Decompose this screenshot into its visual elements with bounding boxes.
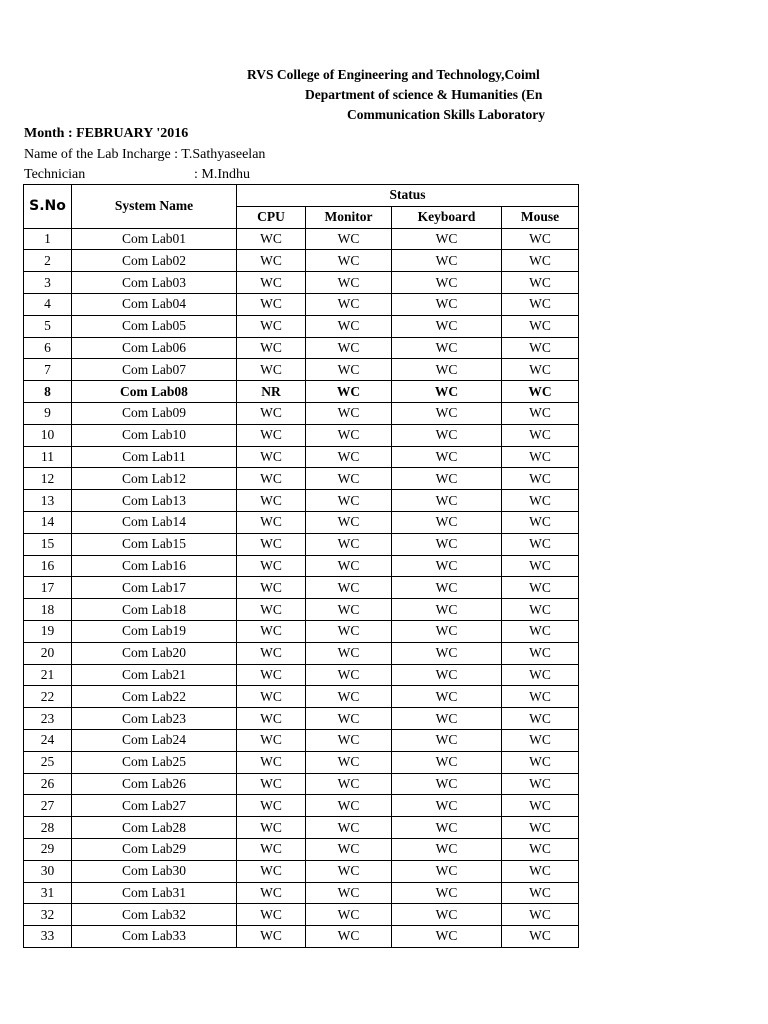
status-table	[23, 184, 579, 948]
cell-keyboard: WC	[392, 446, 502, 468]
cell-monitor: WC	[306, 860, 392, 882]
cell-mouse: WC	[502, 773, 579, 795]
cell-keyboard: WC	[392, 620, 502, 642]
cell-mouse: WC	[502, 293, 579, 315]
table-row	[24, 555, 579, 577]
cell-system-name: Com Lab33	[72, 926, 237, 948]
header-system-name: System Name	[72, 185, 237, 229]
cell-system-name: Com Lab06	[72, 337, 237, 359]
cell-system-name: Com Lab03	[72, 272, 237, 294]
cell-keyboard: WC	[392, 315, 502, 337]
cell-cpu: WC	[237, 926, 306, 948]
lab-incharge: Name of the Lab Incharge : T.Sathyaseelan	[24, 147, 266, 162]
cell-keyboard: WC	[392, 860, 502, 882]
cell-monitor: WC	[306, 315, 392, 337]
cell-sno: 2	[24, 250, 72, 272]
cell-sno: 6	[24, 337, 72, 359]
cell-mouse: WC	[502, 555, 579, 577]
cell-sno: 14	[24, 511, 72, 533]
cell-cpu: WC	[237, 686, 306, 708]
cell-mouse: WC	[502, 599, 579, 621]
cell-system-name: Com Lab22	[72, 686, 237, 708]
cell-keyboard: WC	[392, 773, 502, 795]
cell-system-name: Com Lab17	[72, 577, 237, 599]
table-row	[24, 708, 579, 730]
cell-system-name: Com Lab14	[72, 511, 237, 533]
cell-keyboard: WC	[392, 838, 502, 860]
cell-system-name: Com Lab15	[72, 533, 237, 555]
cell-sno: 1	[24, 228, 72, 250]
table-row	[24, 599, 579, 621]
cell-keyboard: WC	[392, 882, 502, 904]
table-row	[24, 577, 579, 599]
cell-monitor: WC	[306, 773, 392, 795]
cell-cpu: WC	[237, 250, 306, 272]
cell-cpu: WC	[237, 359, 306, 381]
cell-cpu: WC	[237, 337, 306, 359]
cell-cpu: WC	[237, 817, 306, 839]
table-row	[24, 795, 579, 817]
table-row	[24, 381, 579, 403]
table-row	[24, 838, 579, 860]
cell-monitor: WC	[306, 686, 392, 708]
cell-cpu: WC	[237, 272, 306, 294]
cell-mouse: WC	[502, 359, 579, 381]
cell-keyboard: WC	[392, 577, 502, 599]
table-row	[24, 315, 579, 337]
cell-sno: 32	[24, 904, 72, 926]
cell-system-name: Com Lab19	[72, 620, 237, 642]
cell-keyboard: WC	[392, 817, 502, 839]
cell-cpu: WC	[237, 228, 306, 250]
cell-system-name: Com Lab12	[72, 468, 237, 490]
cell-monitor: WC	[306, 882, 392, 904]
cell-sno: 28	[24, 817, 72, 839]
cell-sno: 29	[24, 838, 72, 860]
cell-system-name: Com Lab31	[72, 882, 237, 904]
cell-system-name: Com Lab20	[72, 642, 237, 664]
table-row	[24, 293, 579, 315]
cell-cpu: WC	[237, 446, 306, 468]
cell-monitor: WC	[306, 795, 392, 817]
cell-cpu: WC	[237, 904, 306, 926]
cell-sno: 26	[24, 773, 72, 795]
cell-keyboard: WC	[392, 468, 502, 490]
cell-cpu: WC	[237, 882, 306, 904]
cell-monitor: WC	[306, 729, 392, 751]
cell-sno: 10	[24, 424, 72, 446]
cell-mouse: WC	[502, 250, 579, 272]
cell-keyboard: WC	[392, 424, 502, 446]
cell-system-name: Com Lab04	[72, 293, 237, 315]
table-row	[24, 250, 579, 272]
cell-keyboard: WC	[392, 381, 502, 403]
cell-sno: 4	[24, 293, 72, 315]
cell-cpu: WC	[237, 599, 306, 621]
cell-system-name: Com Lab13	[72, 490, 237, 512]
cell-monitor: WC	[306, 511, 392, 533]
cell-sno: 33	[24, 926, 72, 948]
table-row	[24, 228, 579, 250]
table-row	[24, 904, 579, 926]
cell-mouse: WC	[502, 446, 579, 468]
cell-monitor: WC	[306, 228, 392, 250]
cell-mouse: WC	[502, 817, 579, 839]
cell-keyboard: WC	[392, 926, 502, 948]
cell-mouse: WC	[502, 228, 579, 250]
cell-monitor: WC	[306, 337, 392, 359]
cell-monitor: WC	[306, 402, 392, 424]
cell-cpu: WC	[237, 293, 306, 315]
cell-mouse: WC	[502, 708, 579, 730]
cell-sno: 15	[24, 533, 72, 555]
cell-system-name: Com Lab26	[72, 773, 237, 795]
cell-system-name: Com Lab05	[72, 315, 237, 337]
cell-keyboard: WC	[392, 555, 502, 577]
table-row	[24, 729, 579, 751]
header-monitor: Monitor	[306, 206, 392, 228]
cell-mouse: WC	[502, 686, 579, 708]
cell-cpu: WC	[237, 577, 306, 599]
cell-mouse: WC	[502, 272, 579, 294]
cell-keyboard: WC	[392, 272, 502, 294]
cell-sno: 25	[24, 751, 72, 773]
technician-value: : M.Indhu	[194, 167, 250, 182]
cell-monitor: WC	[306, 642, 392, 664]
cell-cpu: WC	[237, 751, 306, 773]
cell-system-name: Com Lab09	[72, 402, 237, 424]
cell-cpu: WC	[237, 315, 306, 337]
cell-system-name: Com Lab07	[72, 359, 237, 381]
college-title: RVS College of Engineering and Technology,Coiml	[247, 67, 540, 82]
cell-mouse: WC	[502, 490, 579, 512]
cell-cpu: WC	[237, 490, 306, 512]
cell-keyboard: WC	[392, 250, 502, 272]
cell-monitor: WC	[306, 708, 392, 730]
cell-keyboard: WC	[392, 533, 502, 555]
cell-system-name: Com Lab25	[72, 751, 237, 773]
cell-sno: 30	[24, 860, 72, 882]
cell-keyboard: WC	[392, 359, 502, 381]
cell-cpu: WC	[237, 708, 306, 730]
cell-mouse: WC	[502, 664, 579, 686]
table-row	[24, 751, 579, 773]
cell-system-name: Com Lab28	[72, 817, 237, 839]
cell-monitor: WC	[306, 599, 392, 621]
cell-monitor: WC	[306, 817, 392, 839]
cell-monitor: WC	[306, 577, 392, 599]
cell-monitor: WC	[306, 926, 392, 948]
cell-sno: 24	[24, 729, 72, 751]
cell-sno: 27	[24, 795, 72, 817]
table-row	[24, 359, 579, 381]
table-row	[24, 860, 579, 882]
cell-system-name: Com Lab24	[72, 729, 237, 751]
cell-sno: 16	[24, 555, 72, 577]
month-label: Month : FEBRUARY '2016	[24, 126, 189, 141]
cell-mouse: WC	[502, 882, 579, 904]
cell-keyboard: WC	[392, 490, 502, 512]
cell-system-name: Com Lab11	[72, 446, 237, 468]
cell-keyboard: WC	[392, 228, 502, 250]
cell-mouse: WC	[502, 642, 579, 664]
cell-monitor: WC	[306, 533, 392, 555]
cell-cpu: WC	[237, 642, 306, 664]
cell-cpu: WC	[237, 860, 306, 882]
table-row	[24, 817, 579, 839]
table-row	[24, 468, 579, 490]
cell-mouse: WC	[502, 315, 579, 337]
cell-system-name: Com Lab02	[72, 250, 237, 272]
table-row	[24, 402, 579, 424]
table-row	[24, 620, 579, 642]
cell-sno: 12	[24, 468, 72, 490]
table-row	[24, 490, 579, 512]
cell-cpu: WC	[237, 620, 306, 642]
cell-mouse: WC	[502, 533, 579, 555]
cell-cpu: WC	[237, 533, 306, 555]
cell-keyboard: WC	[392, 686, 502, 708]
cell-monitor: WC	[306, 446, 392, 468]
cell-system-name: Com Lab10	[72, 424, 237, 446]
table-row	[24, 511, 579, 533]
cell-mouse: WC	[502, 795, 579, 817]
cell-monitor: WC	[306, 381, 392, 403]
cell-sno: 22	[24, 686, 72, 708]
cell-sno: 17	[24, 577, 72, 599]
header-sno: S.No	[24, 185, 72, 229]
cell-mouse: WC	[502, 577, 579, 599]
cell-mouse: WC	[502, 468, 579, 490]
cell-cpu: WC	[237, 402, 306, 424]
cell-cpu: WC	[237, 511, 306, 533]
cell-mouse: WC	[502, 860, 579, 882]
cell-sno: 23	[24, 708, 72, 730]
table-row	[24, 773, 579, 795]
cell-system-name: Com Lab29	[72, 838, 237, 860]
cell-keyboard: WC	[392, 293, 502, 315]
cell-keyboard: WC	[392, 337, 502, 359]
cell-cpu: WC	[237, 838, 306, 860]
cell-mouse: WC	[502, 904, 579, 926]
cell-system-name: Com Lab23	[72, 708, 237, 730]
cell-sno: 5	[24, 315, 72, 337]
cell-sno: 3	[24, 272, 72, 294]
cell-monitor: WC	[306, 490, 392, 512]
table-row	[24, 337, 579, 359]
cell-sno: 19	[24, 620, 72, 642]
cell-monitor: WC	[306, 838, 392, 860]
lab-title: Communication Skills Laboratory	[347, 107, 546, 122]
technician-label: Technician	[24, 167, 86, 182]
cell-sno: 21	[24, 664, 72, 686]
technician	[24, 167, 250, 183]
cell-mouse: WC	[502, 511, 579, 533]
cell-system-name: Com Lab08	[72, 381, 237, 403]
cell-sno: 18	[24, 599, 72, 621]
cell-sno: 20	[24, 642, 72, 664]
header-status: Status	[237, 185, 579, 207]
table-row	[24, 664, 579, 686]
cell-keyboard: WC	[392, 642, 502, 664]
department-title: Department of science & Humanities (En	[305, 87, 543, 102]
table-row	[24, 272, 579, 294]
cell-sno: 8	[24, 381, 72, 403]
table-row	[24, 424, 579, 446]
cell-monitor: WC	[306, 555, 392, 577]
cell-keyboard: WC	[392, 599, 502, 621]
cell-keyboard: WC	[392, 904, 502, 926]
table-row	[24, 446, 579, 468]
cell-monitor: WC	[306, 293, 392, 315]
table-row	[24, 926, 579, 948]
cell-mouse: WC	[502, 402, 579, 424]
cell-monitor: WC	[306, 751, 392, 773]
cell-cpu: WC	[237, 795, 306, 817]
cell-monitor: WC	[306, 250, 392, 272]
cell-monitor: WC	[306, 359, 392, 381]
cell-system-name: Com Lab32	[72, 904, 237, 926]
cell-sno: 31	[24, 882, 72, 904]
cell-cpu: WC	[237, 555, 306, 577]
cell-keyboard: WC	[392, 402, 502, 424]
cell-cpu: WC	[237, 468, 306, 490]
cell-system-name: Com Lab18	[72, 599, 237, 621]
cell-mouse: WC	[502, 424, 579, 446]
cell-mouse: WC	[502, 838, 579, 860]
cell-cpu: WC	[237, 664, 306, 686]
cell-sno: 13	[24, 490, 72, 512]
table-row	[24, 642, 579, 664]
table-row	[24, 882, 579, 904]
cell-monitor: WC	[306, 620, 392, 642]
cell-mouse: WC	[502, 926, 579, 948]
cell-cpu: NR	[237, 381, 306, 403]
cell-cpu: WC	[237, 773, 306, 795]
cell-cpu: WC	[237, 729, 306, 751]
cell-monitor: WC	[306, 424, 392, 446]
cell-mouse: WC	[502, 620, 579, 642]
cell-monitor: WC	[306, 272, 392, 294]
header-mouse: Mouse	[502, 206, 579, 228]
table-row	[24, 533, 579, 555]
cell-sno: 7	[24, 359, 72, 381]
cell-system-name: Com Lab16	[72, 555, 237, 577]
cell-system-name: Com Lab21	[72, 664, 237, 686]
cell-keyboard: WC	[392, 708, 502, 730]
cell-keyboard: WC	[392, 664, 502, 686]
header-cpu: CPU	[237, 206, 306, 228]
cell-mouse: WC	[502, 729, 579, 751]
cell-sno: 9	[24, 402, 72, 424]
table-row	[24, 686, 579, 708]
table-body	[24, 228, 579, 947]
cell-monitor: WC	[306, 904, 392, 926]
cell-keyboard: WC	[392, 729, 502, 751]
cell-system-name: Com Lab27	[72, 795, 237, 817]
cell-monitor: WC	[306, 664, 392, 686]
cell-mouse: WC	[502, 751, 579, 773]
cell-keyboard: WC	[392, 795, 502, 817]
cell-mouse: WC	[502, 381, 579, 403]
cell-keyboard: WC	[392, 751, 502, 773]
cell-monitor: WC	[306, 468, 392, 490]
cell-sno: 11	[24, 446, 72, 468]
cell-cpu: WC	[237, 424, 306, 446]
cell-mouse: WC	[502, 337, 579, 359]
cell-system-name: Com Lab30	[72, 860, 237, 882]
header-keyboard: Keyboard	[392, 206, 502, 228]
cell-system-name: Com Lab01	[72, 228, 237, 250]
cell-keyboard: WC	[392, 511, 502, 533]
